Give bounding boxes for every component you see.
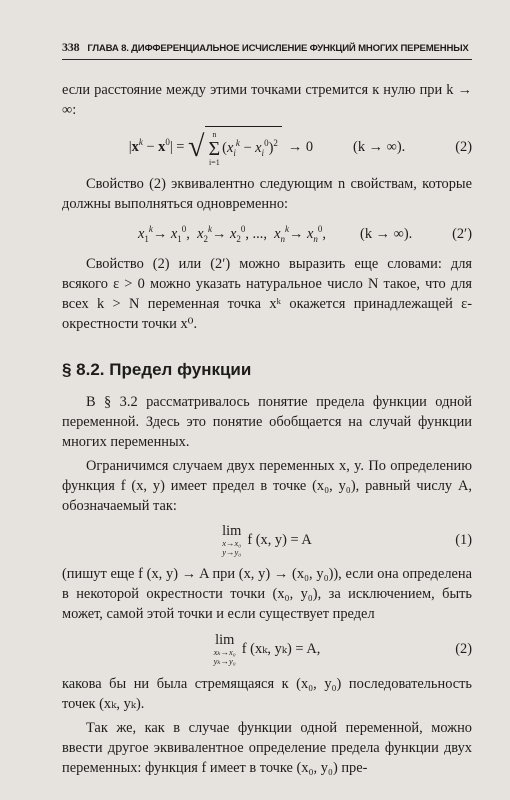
- sum-upper: n: [212, 129, 217, 139]
- page-number: 338: [62, 40, 80, 54]
- equation-2-condition: (k → ∞).: [353, 138, 406, 155]
- paragraph-8: Так же, как в случае функции одной переменной, можно ввести другое эквивалентное определение предела функции двух переменных: функция f имеет в точке (x₀, y₀) пре-: [62, 720, 472, 776]
- equation-2-prime-condition: (k → ∞).: [360, 225, 413, 242]
- equation-2-prime-tag: (2′): [452, 225, 472, 242]
- equation-1-tag: (1): [455, 531, 472, 548]
- paragraph-1: если расстояние между этими точками стремится к нулю при k → ∞:: [62, 82, 472, 118]
- running-header: [62, 40, 472, 60]
- radicand: n Σ i=1 $(x_i^k - x_i^0)^2$: [205, 126, 282, 169]
- sum-lower: i=1: [208, 157, 220, 167]
- paragraph-5: Ограничимся случаем двух переменных x, y. По определению функция f (x, y) имеет предел в точке (x₀, y₀), равный числу A, обозначаемый так:: [62, 458, 472, 514]
- equation-2-tag: (2): [455, 138, 472, 155]
- equation-sequence-tag: (2): [455, 640, 472, 657]
- chapter-title: ГЛАВА 8. ДИФФЕРЕНЦИАЛЬНОЕ ИСЧИСЛЕНИЕ ФУНКЦИЙ МНОГИХ ПЕРЕМЕННЫХ: [87, 43, 469, 54]
- equation-1: [62, 516, 472, 564]
- equation-2-prime-body: $x_1^k\to x_1^0$, $x_2^k\to x_2^0$, ..., $x_n^k\to x_n^0$,: [138, 223, 327, 244]
- equation-2-sqrt: [188, 126, 282, 169]
- radical-sign: √: [188, 130, 205, 163]
- limit-sub-yk: yₖ→y₀: [213, 655, 236, 666]
- paragraph-3: Свойство (2) или (2′) можно выразить еще словами: для всякого ε > 0 можно указать натуральное число N такое, что для всех k > N переменная точка xᵏ окажется принадлежащей ε-окрестности точки x⁰.: [62, 256, 472, 332]
- equation-2: [62, 120, 472, 174]
- limit-sub-x: x→x₀: [222, 537, 242, 548]
- equation-2-lhs: $|x^k - x^0|$ =: [128, 136, 189, 155]
- paragraph-6: (пишут еще f (x, y) → A при (x, y) → (x₀, y₀)), если она определена в некоторой окрестности точки (x₀, y₀), за исключением, быть может, самой этой точки и если существует предел: [62, 566, 472, 622]
- limit-operator-2: lim xₖ→x₀ yₖ→y₀: [213, 631, 236, 666]
- paragraph-2: Свойство (2) эквивалентно следующим n свойствам, которые должны выполняться одновременно:: [62, 176, 472, 212]
- paragraph-4: В § 3.2 рассматривалось понятие предела функции одной переменной. Здесь это понятие обобщается на случай функции многих переменных.: [62, 394, 472, 450]
- equation-sequence-expr: f (xₖ, yₖ) = A,: [241, 640, 321, 657]
- equation-2-prime: [62, 214, 472, 254]
- sum-symbol: n Σ i=1: [208, 129, 221, 167]
- limit-sub-xk: xₖ→x₀: [213, 646, 236, 657]
- equation-1-expr: f (x, y) = A: [247, 531, 312, 548]
- equation-2-rhs: → 0: [287, 138, 314, 155]
- equation-limit-sequence: [62, 624, 472, 674]
- paragraph-7: какова бы ни была стремящаяся к (x₀, y₀) последовательность точек (xₖ, yₖ).: [62, 676, 472, 712]
- limit-sub-y: y→y₀: [222, 546, 242, 557]
- section-heading: § 8.2. Предел функции: [62, 360, 252, 379]
- limit-operator-1: lim x→x₀ y→y₀: [222, 522, 242, 557]
